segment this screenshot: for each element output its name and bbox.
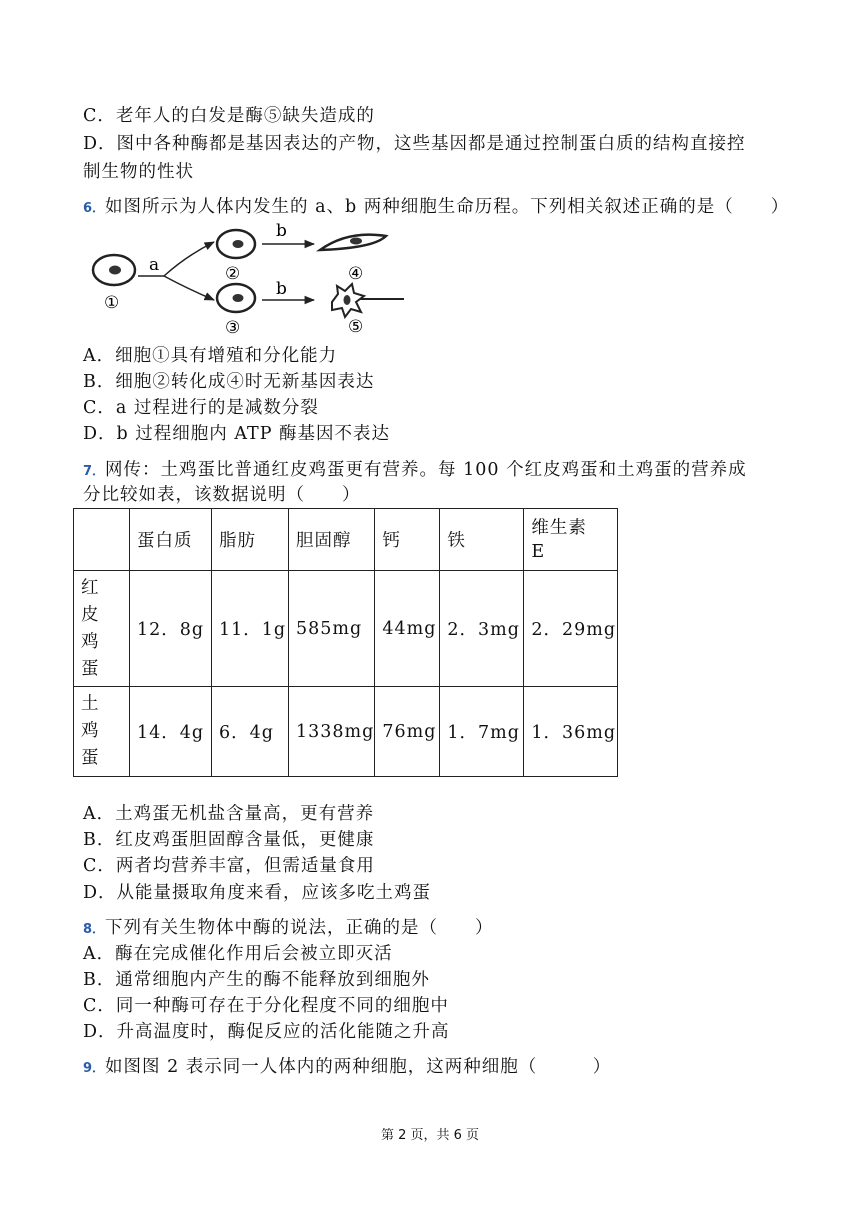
cell-2-label: ② xyxy=(225,264,241,284)
q5-option-d-line1: D．图中各种酶都是基因表达的产物，这些基因都是通过控制蛋白质的结构直接控 xyxy=(83,134,746,154)
q8-option-a: A．酶在完成催化作用后会被立即灭活 xyxy=(83,944,393,964)
table-cell: 1338mg xyxy=(289,687,375,777)
q8-option-c: C．同一种酶可存在于分化程度不同的细胞中 xyxy=(83,996,449,1016)
spindle-cell-4-icon xyxy=(320,235,386,250)
row-label-char: 皮 xyxy=(81,604,100,625)
row-label-char: 鸡 xyxy=(81,631,100,652)
table-cell: 2．29mg xyxy=(524,571,618,687)
row-label-char: 土 xyxy=(81,694,100,714)
page-footer: 第 2 页，共 6 页 xyxy=(380,1128,480,1143)
q8-option-d: D．升高温度时，酶促反应的活化能随之升高 xyxy=(83,1022,450,1042)
row-label-char: 红 xyxy=(81,577,100,598)
table-cell: 1．7mg xyxy=(440,687,524,777)
q7-number: 7． xyxy=(83,464,106,479)
q6-option-d: D．b 过程细胞内 ATP 酶基因不表达 xyxy=(83,424,391,444)
q6-option-b: B．细胞②转化成④时无新基因表达 xyxy=(83,372,375,392)
q7-option-d: D．从能量摄取角度来看，应该多吃土鸡蛋 xyxy=(83,883,432,903)
table-cell: 6．4g xyxy=(212,687,289,777)
table-header-cell: 钙 xyxy=(375,509,440,571)
table-header-row xyxy=(74,509,618,571)
table-header-cell: 铁 xyxy=(440,509,524,571)
q6-stem-line xyxy=(83,194,789,222)
table-cell: 14．4g xyxy=(130,687,212,777)
table-header-cell: 蛋白质 xyxy=(130,509,212,571)
table-cell: 1．36mg xyxy=(524,687,618,777)
q8-number: 8． xyxy=(83,922,106,937)
q6-stem: 如图所示为人体内发生的 a、b 两种细胞生命历程。下列相关叙述正确的是（ ） xyxy=(105,197,790,217)
q9-stem: 如图图 2 表示同一人体内的两种细胞，这两种细胞（ ） xyxy=(105,1057,612,1077)
table-row xyxy=(74,571,618,687)
cell-3-icon xyxy=(217,284,255,312)
q7-option-a: A．土鸡蛋无机盐含量高，更有营养 xyxy=(83,804,375,824)
cell-differentiation-diagram xyxy=(86,222,416,340)
cell-1-icon xyxy=(93,255,135,285)
row-label xyxy=(74,571,130,687)
q9-stem-line xyxy=(83,1054,611,1082)
table-cell: 76mg xyxy=(375,687,440,777)
q5-option-d-line2: 制生物的性状 xyxy=(83,162,194,182)
q7-option-c: C．两者均营养丰富，但需适量食用 xyxy=(83,856,375,876)
table-cell: 585mg xyxy=(289,571,375,687)
q8-stem: 下列有关生物体中酶的说法，正确的是（ ） xyxy=(105,918,494,938)
header-vitamin-line1: 维生素 xyxy=(531,517,587,538)
row-label-char: 蛋 xyxy=(81,658,100,679)
arrow-b-bottom-label: b xyxy=(276,279,287,299)
cell-2-icon xyxy=(217,230,255,258)
cell-3-label: ③ xyxy=(225,318,241,338)
q5-option-c: C．老年人的白发是酶⑤缺失造成的 xyxy=(83,106,375,126)
row-label-char: 鸡 xyxy=(81,721,100,741)
row-label-char: 蛋 xyxy=(81,748,100,768)
table-cell: 11．1g xyxy=(212,571,289,687)
q6-option-c: C．a 过程进行的是减数分裂 xyxy=(83,398,319,418)
arrow-a-label: a xyxy=(149,255,160,275)
table-cell: 2．3mg xyxy=(440,571,524,687)
table-row xyxy=(74,687,618,777)
table-header-cell: 胆固醇 xyxy=(289,509,375,571)
q9-number: 9． xyxy=(83,1061,106,1076)
q7-stem-1: 网传：土鸡蛋比普通红皮鸡蛋更有营养。每 100 个红皮鸡蛋和土鸡蛋的营养成 xyxy=(105,460,747,480)
q7-stem-line1 xyxy=(83,457,747,485)
table-cell: 12．8g xyxy=(130,571,212,687)
q8-option-b: B．通常细胞内产生的酶不能释放到细胞外 xyxy=(83,970,430,990)
table-header-cell xyxy=(524,509,618,571)
cell-4-label: ④ xyxy=(348,264,364,284)
neuron-cell-5-icon xyxy=(332,284,404,317)
table-cell: 44mg xyxy=(375,571,440,687)
arrow-b-top-label: b xyxy=(276,222,287,241)
q8-stem-line xyxy=(83,915,494,943)
cell-1-label: ① xyxy=(104,293,120,313)
q7-stem-line2: 分比较如表，该数据说明（ ） xyxy=(83,485,361,505)
q6-option-a: A．细胞①具有增殖和分化能力 xyxy=(83,346,338,366)
arrow-a-down-icon xyxy=(164,276,214,300)
table-header-cell: 脂肪 xyxy=(212,509,289,571)
table-header-cell xyxy=(74,509,130,571)
row-label xyxy=(74,687,130,777)
arrow-a-up-icon xyxy=(164,242,214,276)
q7-option-b: B．红皮鸡蛋胆固醇含量低，更健康 xyxy=(83,830,375,850)
nutrition-table xyxy=(73,508,618,777)
cell-5-label: ⑤ xyxy=(348,317,364,337)
q6-number: 6． xyxy=(83,201,106,216)
header-vitamin-line2: E xyxy=(531,541,546,562)
